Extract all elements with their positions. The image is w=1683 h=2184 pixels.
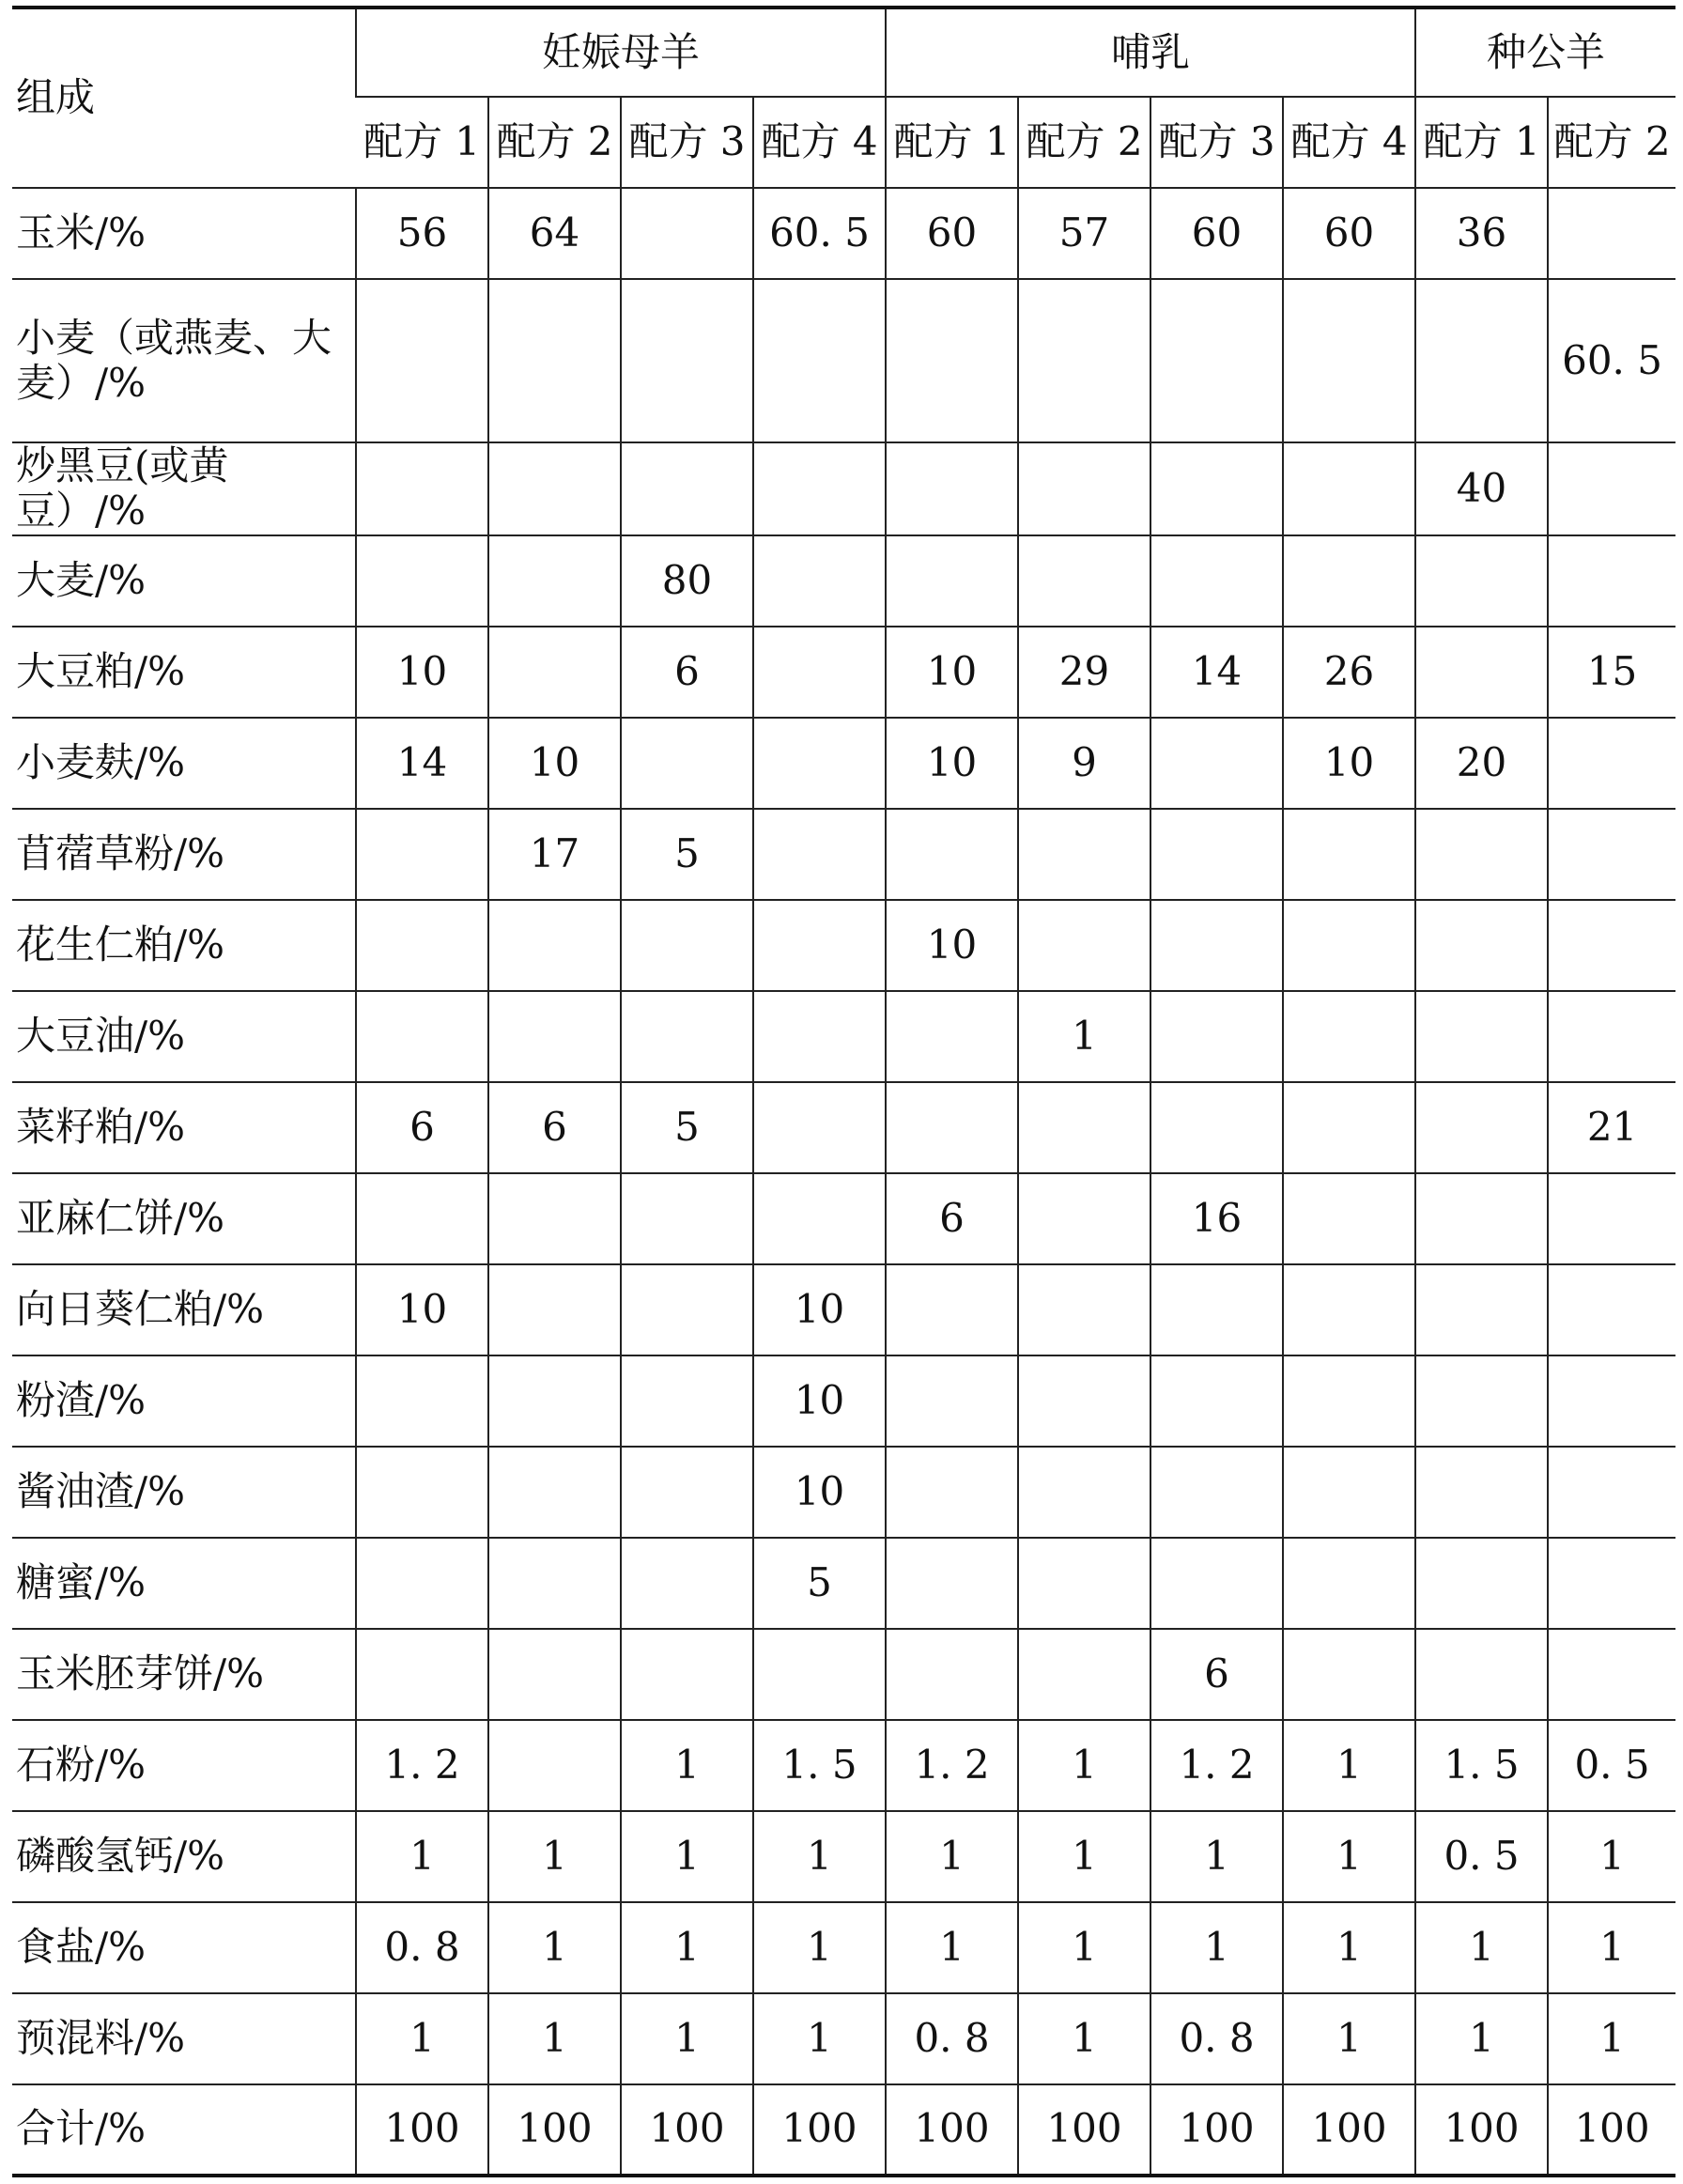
row-label: 石粉/%: [12, 1720, 356, 1811]
table-row: [12, 1902, 1675, 1993]
table-cell: 57: [1018, 188, 1150, 279]
table-cell: [1415, 627, 1548, 718]
group-header-pregnant-ewe: 妊娠母羊: [356, 8, 886, 97]
row-label: 食盐/%: [12, 1902, 356, 1993]
formula-header: 配方 4: [1283, 97, 1415, 188]
table-cell: [1150, 1538, 1283, 1629]
table-cell: [356, 535, 488, 627]
table-row: [12, 1264, 1675, 1355]
table-cell: 60: [1150, 188, 1283, 279]
composition-header: 组成: [12, 8, 356, 188]
table-cell: [488, 442, 621, 535]
table-cell: [488, 627, 621, 718]
table-row: [12, 991, 1675, 1082]
table-cell: [621, 900, 753, 991]
table-cell: 1: [488, 1993, 621, 2084]
table-cell: [886, 1538, 1018, 1629]
formula-header: 配方 1: [356, 97, 488, 188]
table-cell: 100: [1283, 2084, 1415, 2176]
row-label: 苜蓿草粉/%: [12, 809, 356, 900]
table-cell: [753, 1082, 886, 1173]
table-cell: [1548, 1355, 1675, 1447]
table-cell: [1283, 535, 1415, 627]
table-cell: [621, 188, 753, 279]
table-cell: [1283, 442, 1415, 535]
table-cell: 1: [621, 1720, 753, 1811]
table-cell: 0. 5: [1415, 1811, 1548, 1902]
table-row: [12, 1720, 1675, 1811]
table-cell: 15: [1548, 627, 1675, 718]
table-cell: [1018, 1082, 1150, 1173]
table-cell: 100: [886, 2084, 1018, 2176]
row-label: 玉米胚芽饼/%: [12, 1629, 356, 1720]
table-cell: [1415, 809, 1548, 900]
table-cell: 14: [1150, 627, 1283, 718]
table-cell: 1: [488, 1902, 621, 1993]
table-cell: 14: [356, 718, 488, 809]
table-cell: [356, 279, 488, 442]
group-header-breeding-ram: 种公羊: [1415, 8, 1675, 97]
row-label: 磷酸氢钙/%: [12, 1811, 356, 1902]
formula-header: 配方 1: [886, 97, 1018, 188]
table-cell: 10: [886, 718, 1018, 809]
table-cell: 56: [356, 188, 488, 279]
table-cell: 1: [1283, 1811, 1415, 1902]
table-cell: [886, 442, 1018, 535]
table-cell: [488, 991, 621, 1082]
table-cell: [1548, 1538, 1675, 1629]
table-cell: 20: [1415, 718, 1548, 809]
row-label: 花生仁粕/%: [12, 900, 356, 991]
table-cell: [1548, 535, 1675, 627]
table-cell: 1: [1283, 1720, 1415, 1811]
table-cell: 1. 2: [886, 1720, 1018, 1811]
table-cell: [1150, 718, 1283, 809]
table-cell: 1: [1018, 1993, 1150, 2084]
table-cell: [1548, 1173, 1675, 1264]
table-cell: 40: [1415, 442, 1548, 535]
table-cell: 10: [753, 1447, 886, 1538]
table-cell: [1150, 1447, 1283, 1538]
table-cell: 1: [1548, 1902, 1675, 1993]
table-cell: 0. 8: [1150, 1993, 1283, 2084]
table-cell: 80: [621, 535, 753, 627]
table-cell: 100: [753, 2084, 886, 2176]
table-cell: [1018, 809, 1150, 900]
row-label: 酱油渣/%: [12, 1447, 356, 1538]
table-cell: [1548, 1447, 1675, 1538]
table-cell: [621, 718, 753, 809]
table-cell: [1150, 442, 1283, 535]
table-cell: [1283, 1173, 1415, 1264]
table-row: [12, 1993, 1675, 2084]
table-cell: [1283, 1082, 1415, 1173]
table-row: [12, 535, 1675, 627]
table-cell: [1150, 279, 1283, 442]
table-row: [12, 279, 1675, 442]
table-cell: 10: [753, 1355, 886, 1447]
table-row: [12, 1173, 1675, 1264]
table-cell: [1415, 1082, 1548, 1173]
table-row: [12, 627, 1675, 718]
table-cell: 100: [356, 2084, 488, 2176]
table-cell: [488, 1355, 621, 1447]
table-cell: [1018, 1629, 1150, 1720]
table-cell: [1283, 1538, 1415, 1629]
table-cell: [1150, 809, 1283, 900]
formula-header: 配方 4: [753, 97, 886, 188]
header-row-groups: [12, 8, 1675, 97]
table-cell: [1548, 442, 1675, 535]
table-cell: 100: [1150, 2084, 1283, 2176]
table-cell: [1283, 809, 1415, 900]
table-row: [12, 188, 1675, 279]
table-cell: [886, 1447, 1018, 1538]
table-cell: 16: [1150, 1173, 1283, 1264]
table-row: [12, 1447, 1675, 1538]
row-label: 合计/%: [12, 2084, 356, 2176]
table-cell: [753, 900, 886, 991]
formula-header: 配方 2: [1018, 97, 1150, 188]
table-cell: [621, 1538, 753, 1629]
table-cell: [488, 900, 621, 991]
table-cell: 10: [753, 1264, 886, 1355]
table-cell: 1: [753, 1902, 886, 1993]
table-cell: [1018, 1447, 1150, 1538]
table-cell: 60. 5: [753, 188, 886, 279]
table-cell: [1283, 1355, 1415, 1447]
table-cell: [1150, 991, 1283, 1082]
table-cell: [1283, 1447, 1415, 1538]
table-cell: 100: [621, 2084, 753, 2176]
table-cell: 36: [1415, 188, 1548, 279]
table-cell: [886, 279, 1018, 442]
table-cell: 21: [1548, 1082, 1675, 1173]
table-cell: [488, 1629, 621, 1720]
table-cell: 0. 8: [356, 1902, 488, 1993]
table-cell: [621, 991, 753, 1082]
formula-header: 配方 3: [1150, 97, 1283, 188]
table-cell: 0. 8: [886, 1993, 1018, 2084]
table-cell: [356, 900, 488, 991]
formula-header: 配方 3: [621, 97, 753, 188]
table-cell: [488, 1173, 621, 1264]
table-cell: [1415, 991, 1548, 1082]
table-row: [12, 1811, 1675, 1902]
table-cell: [621, 1447, 753, 1538]
table-cell: 0. 5: [1548, 1720, 1675, 1811]
table-cell: 1: [1150, 1902, 1283, 1993]
table-cell: [1548, 1264, 1675, 1355]
row-label: 向日葵仁粕/%: [12, 1264, 356, 1355]
table-cell: 1: [1150, 1811, 1283, 1902]
table-cell: 1. 5: [1415, 1720, 1548, 1811]
table-cell: 64: [488, 188, 621, 279]
table-cell: [1018, 1538, 1150, 1629]
table-cell: [753, 627, 886, 718]
table-cell: 10: [356, 1264, 488, 1355]
table-row: [12, 809, 1675, 900]
table-cell: 10: [886, 627, 1018, 718]
table-cell: 1: [1018, 991, 1150, 1082]
table-cell: [886, 1355, 1018, 1447]
table-cell: 17: [488, 809, 621, 900]
table-cell: 1: [1283, 1902, 1415, 1993]
table-cell: [1415, 1264, 1548, 1355]
table-cell: 6: [488, 1082, 621, 1173]
table-cell: [356, 442, 488, 535]
table-cell: 60: [1283, 188, 1415, 279]
table-cell: [1018, 900, 1150, 991]
table-cell: 1: [886, 1902, 1018, 1993]
table-cell: [1283, 991, 1415, 1082]
table-cell: 26: [1283, 627, 1415, 718]
table-row: [12, 1629, 1675, 1720]
feed-formula-table-container: [12, 6, 1675, 2177]
table-cell: [1548, 188, 1675, 279]
table-cell: 1: [1283, 1993, 1415, 2084]
table-cell: [356, 991, 488, 1082]
table-cell: [488, 1538, 621, 1629]
table-row: [12, 1082, 1675, 1173]
table-cell: [621, 1355, 753, 1447]
row-label: 小麦（或燕麦、大麦）/%: [12, 279, 356, 442]
formula-header: 配方 1: [1415, 97, 1548, 188]
table-cell: 100: [1018, 2084, 1150, 2176]
group-header-lactation: 哺乳: [886, 8, 1415, 97]
table-cell: [356, 1173, 488, 1264]
table-cell: [356, 1538, 488, 1629]
table-cell: 1: [621, 1811, 753, 1902]
row-label: 大豆油/%: [12, 991, 356, 1082]
table-cell: 10: [356, 627, 488, 718]
table-cell: [1415, 1538, 1548, 1629]
table-cell: [1150, 1355, 1283, 1447]
table-cell: [621, 1629, 753, 1720]
table-cell: 10: [886, 900, 1018, 991]
table-cell: [356, 809, 488, 900]
table-cell: [1018, 1264, 1150, 1355]
table-cell: [753, 809, 886, 900]
formula-header: 配方 2: [1548, 97, 1675, 188]
table-cell: [1150, 1082, 1283, 1173]
table-row: [12, 718, 1675, 809]
table-row: [12, 442, 1675, 535]
table-cell: 60: [886, 188, 1018, 279]
row-label: 玉米/%: [12, 188, 356, 279]
table-cell: 29: [1018, 627, 1150, 718]
table-cell: [356, 1447, 488, 1538]
table-cell: 1: [488, 1811, 621, 1902]
table-cell: [1415, 1629, 1548, 1720]
table-cell: [753, 718, 886, 809]
table-cell: 1. 5: [753, 1720, 886, 1811]
table-cell: [488, 1447, 621, 1538]
table-cell: 1. 2: [356, 1720, 488, 1811]
table-cell: 1: [886, 1811, 1018, 1902]
table-cell: 1: [1415, 1902, 1548, 1993]
table-cell: [1415, 900, 1548, 991]
table-cell: 6: [886, 1173, 1018, 1264]
table-cell: 1: [1415, 1993, 1548, 2084]
table-cell: [488, 279, 621, 442]
table-cell: [886, 1082, 1018, 1173]
table-cell: 10: [488, 718, 621, 809]
table-cell: [356, 1355, 488, 1447]
table-cell: [753, 279, 886, 442]
table-cell: 1: [1018, 1720, 1150, 1811]
table-cell: 100: [488, 2084, 621, 2176]
table-cell: [1018, 1173, 1150, 1264]
row-label: 糖蜜/%: [12, 1538, 356, 1629]
table-cell: [1415, 1447, 1548, 1538]
table-cell: [1283, 279, 1415, 442]
row-label: 大麦/%: [12, 535, 356, 627]
table-cell: [621, 1264, 753, 1355]
table-cell: [1415, 535, 1548, 627]
table-cell: [488, 1264, 621, 1355]
table-cell: [1548, 900, 1675, 991]
table-cell: 1: [753, 1993, 886, 2084]
table-cell: [621, 1173, 753, 1264]
table-row: [12, 2084, 1675, 2176]
table-cell: 1: [1548, 1993, 1675, 2084]
table-cell: [621, 442, 753, 535]
table-cell: [1150, 535, 1283, 627]
table-cell: [1150, 1264, 1283, 1355]
table-cell: 5: [621, 1082, 753, 1173]
table-cell: [356, 1629, 488, 1720]
table-cell: 5: [753, 1538, 886, 1629]
table-cell: [1548, 1629, 1675, 1720]
table-cell: [1283, 1264, 1415, 1355]
table-cell: 1: [1018, 1902, 1150, 1993]
table-cell: [1548, 809, 1675, 900]
formula-header: 配方 2: [488, 97, 621, 188]
table-cell: [886, 991, 1018, 1082]
table-cell: [886, 1264, 1018, 1355]
row-label: 大豆粕/%: [12, 627, 356, 718]
table-cell: 5: [621, 809, 753, 900]
table-cell: [886, 535, 1018, 627]
table-cell: 1: [621, 1993, 753, 2084]
table-cell: [1018, 535, 1150, 627]
table-cell: 10: [1283, 718, 1415, 809]
row-label: 预混料/%: [12, 1993, 356, 2084]
row-label: 小麦麸/%: [12, 718, 356, 809]
table-cell: 6: [1150, 1629, 1283, 1720]
row-label: 菜籽粕/%: [12, 1082, 356, 1173]
table-cell: 100: [1415, 2084, 1548, 2176]
table-cell: [1548, 718, 1675, 809]
table-cell: [753, 991, 886, 1082]
table-cell: [1018, 1355, 1150, 1447]
table-cell: 1: [753, 1811, 886, 1902]
table-cell: [886, 809, 1018, 900]
table-cell: 1: [1548, 1811, 1675, 1902]
table-cell: 1: [1018, 1811, 1150, 1902]
feed-formula-table: [12, 6, 1675, 2177]
table-cell: [753, 1629, 886, 1720]
table-cell: [753, 442, 886, 535]
table-row: [12, 1538, 1675, 1629]
table-cell: [1548, 991, 1675, 1082]
table-cell: 60. 5: [1548, 279, 1675, 442]
table-cell: [1283, 1629, 1415, 1720]
table-cell: [753, 1173, 886, 1264]
table-cell: [1283, 900, 1415, 991]
row-label: 粉渣/%: [12, 1355, 356, 1447]
table-cell: [488, 1720, 621, 1811]
table-cell: [753, 535, 886, 627]
table-cell: [488, 535, 621, 627]
table-cell: [1415, 1355, 1548, 1447]
table-row: [12, 900, 1675, 991]
table-row: [12, 1355, 1675, 1447]
row-label: 炒黑豆(或黄豆）/%: [12, 442, 356, 535]
table-cell: 9: [1018, 718, 1150, 809]
table-cell: [621, 279, 753, 442]
table-cell: [1415, 1173, 1548, 1264]
table-cell: 1: [356, 1993, 488, 2084]
table-cell: 6: [621, 627, 753, 718]
table-cell: 1: [621, 1902, 753, 1993]
table-cell: [1018, 279, 1150, 442]
table-cell: [1018, 442, 1150, 535]
table-cell: 1: [356, 1811, 488, 1902]
table-cell: 1. 2: [1150, 1720, 1283, 1811]
row-label: 亚麻仁饼/%: [12, 1173, 356, 1264]
table-cell: 100: [1548, 2084, 1675, 2176]
table-cell: [1150, 900, 1283, 991]
table-cell: [886, 1629, 1018, 1720]
table-cell: [1415, 279, 1548, 442]
table-cell: 6: [356, 1082, 488, 1173]
